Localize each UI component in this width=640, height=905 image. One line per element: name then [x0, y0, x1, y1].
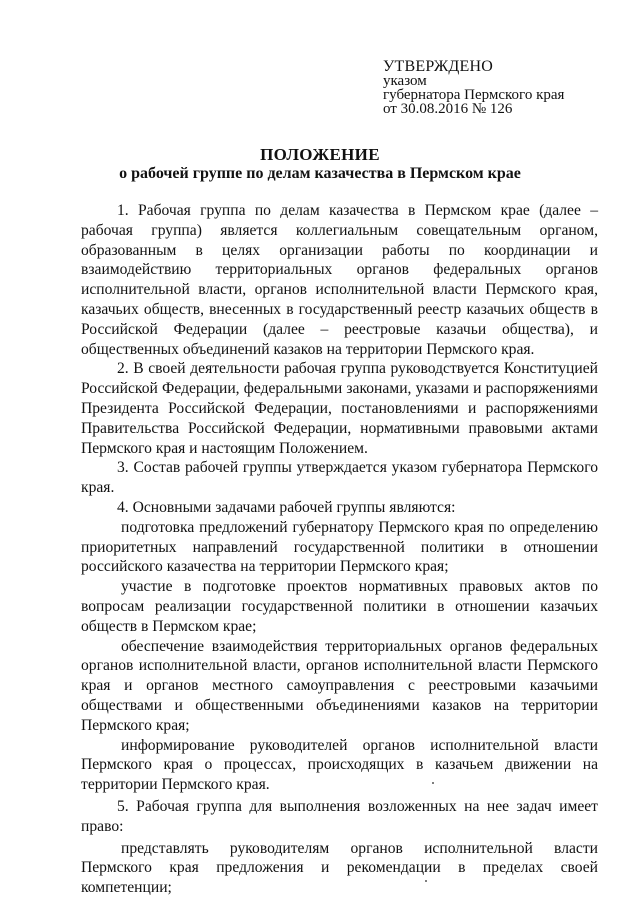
approval-governor-line: губернатора Пермского края: [383, 87, 565, 103]
paragraph-4: 4. Основными задачами рабочей группы являются:: [117, 498, 456, 516]
approval-date-number-line: от 30.08.2016 № 126: [383, 101, 513, 117]
paragraph-2: 2. В своей деятельности рабочая группа руководствуется Конституцией Российской Федерации, федеральными законами, указами и распоряжениями Президента Российской Федерации, постановлениями и распоряжениями Правительства Российской Федерации, нормативными правовыми актами Пермского края и настоящим Положением.: [81, 360, 598, 457]
task-item-proposals: подготовка предложений губернатору Пермского края по определению приоритетных направлений государственной политики в отношении российского казачества на территории Пермского края;: [81, 518, 598, 576]
scan-speck: [432, 782, 434, 784]
approval-decree-line: указом: [383, 73, 427, 89]
paragraph-5: 5. Рабочая группа для выполнения возложенных на нее задач имеет право:: [81, 797, 598, 835]
scan-speck: [425, 880, 427, 882]
paragraph-3: 3. Состав рабочей группы утверждается указом губернатора Пермского края.: [81, 459, 598, 497]
paragraph-1: 1. Рабочая группа по делам казачества в Пермском крае (далее – рабочая группа) является коллегиальным совещательным органом, образованным в целях организации работы по координации и взаимодействию территориальных органов федеральных органов исполнительной власти, органов исполнительной власти Пермского края, казачьих обществ, внесенных в государственный реестр казачьих обществ в Российской Федерации (далее – реестровые казачьи общества), и общественных объединений казаков на территории Пермского края.: [81, 202, 598, 358]
document-title: ПОЛОЖЕНИЕ: [260, 145, 380, 164]
approval-stamp-block: [383, 60, 623, 116]
task-item-participation: участие в подготовке проектов нормативных правовых актов по вопросам реализации государственной политики в отношении казачьих обществ в Пермском крае;: [81, 578, 598, 635]
document-subtitle: о рабочей группе по делам казачества в Пермском крае: [119, 165, 521, 182]
task-item-interaction: обеспечение взаимодействия территориальных органов федеральных органов исполнительной власти, органов исполнительной власти Пермского края и органов местного самоуправления с реестровыми казачьими обществами и общественными объединениями казаков на территории Пермского края;: [81, 637, 598, 734]
task-item-informing: информирование руководителей органов исполнительной власти Пермского края о процессах, происходящих в казачьем движении на территории Пермского края.: [81, 736, 598, 794]
approved-label: УТВЕРЖДЕНО: [383, 58, 494, 75]
document-body: [81, 201, 598, 898]
rights-item-submit: представлять руководителям органов исполнительной власти Пермского края предложения и рекомендации в пределах своей компетенции;: [81, 839, 598, 897]
